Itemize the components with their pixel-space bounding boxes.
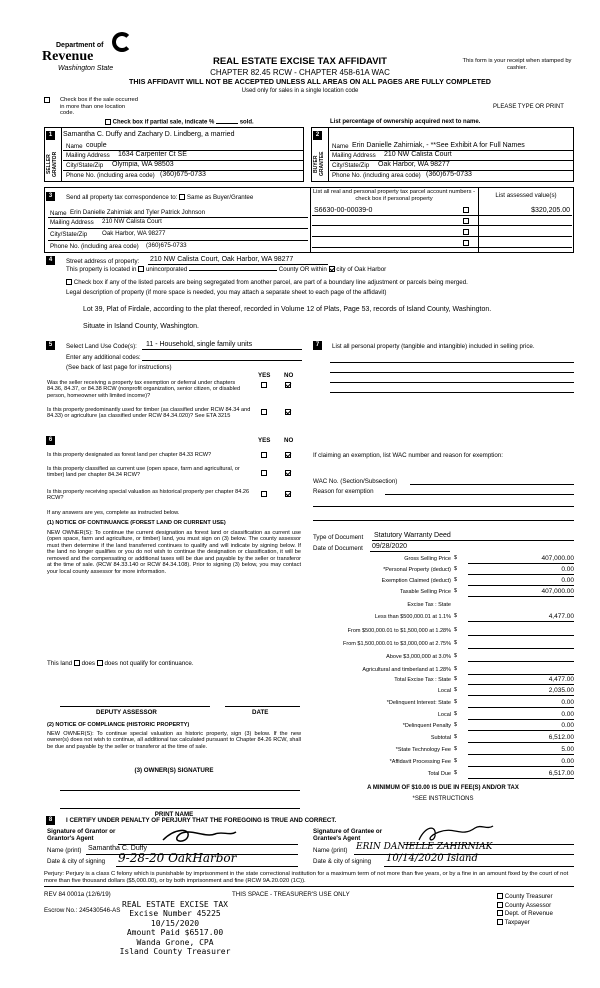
sec6-q3-yes[interactable] [261,491,267,498]
personal-prop-label: List all personal property (tangible and intangible) included in selling price. [332,343,535,350]
parcel-pp-checkbox-1[interactable] [463,207,469,214]
grantee-city-label: City/State/Zip [332,162,370,169]
notice2-title: (2) NOTICE OF COMPLIANCE (HISTORIC PROPERTY) [47,722,190,728]
minimum-due: A MINIMUM OF $10.00 IS DUE IN FEE(S) AND/OR TAX [367,785,519,791]
section-7-num: 7 [313,341,322,350]
send-to-text: Send all property tax correspondence to: [66,194,178,201]
land-use-label: Select Land Use Code(s): [66,343,137,350]
parcel-pp-checkbox-4[interactable] [463,240,469,247]
sec6-q2-no[interactable] [285,470,291,477]
copy-taxpayer: Taxpayer [497,919,553,928]
wac-no-label: WAC No. (Section/Subsection) [313,478,398,485]
sec6-no: NO [284,437,294,444]
sec3-addr-value[interactable]: 210 NW Calista Court [102,218,162,225]
buyer-grantee-side: BUYER GRANTEE [313,151,325,177]
perjury-text: Perjury: Perjury is a class C felony which is punishable by imprisonment in the state correctional institution for a maximum term of not more than five years, or by a fine in an amount fixed by the court of not more than five thousand dollars ($5,000.00), or by both imprisonment and fine (RCW 9A.20.020 (1C)). [44,871,569,884]
copy-revenue: Dept. of Revenue [497,910,553,919]
assessed-value[interactable]: $320,205.00 [531,207,570,214]
section-3-num: 3 [46,192,55,201]
land-use-value[interactable]: 11 - Household, single family units [146,341,253,348]
sec3-phone-value[interactable]: (360)675-0733 [146,242,187,249]
segregated-checkbox[interactable] [66,279,72,285]
grantor-city-label: City/State/Zip [66,162,104,169]
grantee-date-value[interactable]: 10/14/2020 Island [386,853,478,864]
tax-total-due: Total Due $ 6,517.00 [427,770,574,777]
located-row [66,266,386,273]
section-2-num: 2 [313,131,322,140]
print-name: PRINT NAME [154,811,194,818]
sec5-q2-yes[interactable] [261,409,267,416]
form-title: REAL ESTATE EXCISE TAX AFFIDAVIT [212,56,387,67]
sec5-yes: YES [258,372,271,379]
send-to-label [66,194,253,201]
grantor-phone-label: Phone No. (including area code) [66,172,155,179]
grantee-phone-label: Phone No. (including area code) [332,172,421,179]
stamp-line6: Island County Treasurer [119,947,231,957]
grantee-name-value[interactable]: Erin Danielle Zahirniak, - **See Exhibit A for Full Names [352,142,525,149]
notice2-text: NEW OWNER(S): To continue special valuation as historic property, sign (3) below. If the new owner(s) does not wish to continue, all additional tax calculated pursuant to Chapter 84.26 RCW, shall be due and payable by the seller or transferor at the time of sale. [47,731,301,750]
does-not-text: does not qualify for continuance. [104,660,194,667]
located-text: This property is located in [66,266,137,273]
grantee-print-value[interactable]: ERIN DANIELLE ZAHIRNIAK [356,842,493,852]
rev-number: REV 84 0001a (12/6/19) [44,891,111,898]
receipt-note: This form is your receipt when stamped by cashier. [462,58,572,71]
stamp-line1: REAL ESTATE EXCISE TAX [122,900,228,909]
doc-date-value[interactable]: 09/28/2020 [372,543,408,550]
deputy-date: DATE [252,709,269,716]
form-warning: THIS AFFIDAVIT WILL NOT BE ACCEPTED UNLESS ALL AREAS ON ALL PAGES ARE FULLY COMPLETED [129,77,491,86]
form-subtitle: CHAPTER 82.45 RCW - CHAPTER 458-61A WAC [210,68,390,77]
tax-local: Local $ 2,035.00 [437,687,574,694]
sec6-q3: Is this property receiving special valuation as historical property per chapter 84.26 RCW? [47,489,250,502]
sec5-q1-yes[interactable] [261,382,267,389]
tax-t5: Agricultural and timberland at 1.28% $ [312,666,574,676]
tax-personal: *Personal Property (deduct) $ 0.00 [383,566,574,573]
grantee-phone-value[interactable]: (360)675-0733 [426,171,472,178]
section-6-num: 6 [46,436,55,445]
tax-exemption: Exemption Claimed (deduct) $ 0.00 [381,577,574,584]
sec6-q1: Is this property designated as forest land per chapter 84.33 RCW? [47,452,212,458]
unincorporated-text: unincorporated [145,266,188,273]
stamp-line5: Wanda Grone, CPA [136,937,214,947]
form-note: Used only for sales in a single location code [241,88,359,94]
segregated-text: Check box if any of the listed parcels are being segregated from another parcel, are part of a boundary line adjustment or parcels being merged. [73,279,468,286]
section-5-num: 5 [46,341,55,350]
grantor-signature-scribble [160,826,240,846]
tax-delinq-local: Local $ 0.00 [437,711,574,718]
see-back: (See back of last page for instructions) [66,364,172,371]
tax-taxable: Taxable Selling Price $ 407,000.00 [399,588,574,595]
sec5-q2: Is this property predominantly used for timber (as classified under RCW 84.34 and 84.33) or agriculture (as classified under RCW 84.34.020)? See ETA 3215 [47,407,251,420]
does-not-checkbox[interactable] [97,660,103,666]
does-text: does [81,660,95,667]
parcel-pp-checkbox-3[interactable] [463,229,469,236]
grantor-addr-label: Mailing Address [66,152,110,159]
tax-subtotal: Subtotal $ 6,512.00 [430,734,574,741]
notice1-text: NEW OWNER(S): To continue the current designation as forest land or classification as current use (open space, farm and agriculture, or timber) land, you must sign on (3) below. The county assessor must then determine if the land transferred continues to qualify and will indicate by signing below. If the land no longer qualifies or you do not wish to continue the designation or classification, it will be removed and the compensating or additional taxes will be due and payable by the seller or transferor at the time of sale. (RCW 84.33.140 or RCW 84.34.108). Prior to signing (3) below, you may contact your local county assessor for more information. [47,530,301,575]
sec3-phone-label: Phone No. (including area code) [50,243,139,250]
tax-total-state: Total Excise Tax : State $ 4,477.00 [394,676,574,683]
sec6-q1-no[interactable] [285,452,291,459]
wac-claim-label: If claiming an exemption, list WAC number and reason for exemption: [313,452,503,459]
partial-sale-row [105,119,254,126]
tax-t4: Above $3,000,000 at 3.0% $ [312,653,574,663]
dept-line1: Department of [56,42,104,49]
ownership-pct: List percentage of ownership acquired next to name. [330,119,481,125]
grantor-phone-value[interactable]: (360)675-0733 [160,171,206,178]
tax-t1: Less than $500,000.01 at 1.1% $ 4,477.00 [374,613,574,620]
copy-treasurer: County Treasurer [497,893,553,902]
multi-location-checkbox[interactable] [44,97,50,104]
if-yes: If any answers are yes, complete as instructed below. [47,510,180,516]
city-checkbox[interactable] [329,266,335,272]
doc-type-value[interactable]: Statutory Warranty Deed [374,532,451,539]
see-instructions: *SEE INSTRUCTIONS [412,796,474,802]
notice1-title: (1) NOTICE OF CONTINUANCE (FOREST LAND OR CURRENT USE) [47,520,226,526]
legal-desc-1: Lot 39, Plat of Firdale, according to the plat thereof, recorded in Volume 12 of Plats, Page 53, records of Island County, Washington. [83,306,492,313]
sec6-q1-yes[interactable] [261,452,267,459]
grantee-name-label: Name [332,143,349,150]
reason-label: Reason for exemption [313,488,374,495]
grantee-sig-label: Signature of Grantee or Grantee's Agent [313,828,383,843]
sec6-q3-no[interactable] [285,491,291,498]
county-or-text: County OR within [278,266,327,273]
partial-sale-checkbox[interactable] [105,119,111,125]
partial-sale-sold: sold. [239,119,254,126]
grantor-name-label: Name [66,143,83,150]
seller-grantor-side: SELLER GRANTOR [46,151,58,177]
grantor-date-value[interactable]: 9-28-20 OakHarbor [118,851,237,865]
same-as-checkbox[interactable] [179,194,185,200]
grantor-name-value[interactable]: Samantha C. Duffy and Zachary D. Lindberg, a married [63,131,235,138]
stamp-line2: Excise Number 45225 [129,909,221,919]
street-value[interactable]: 210 NW Calista Court, Oak Harbor, WA 98277 [150,256,294,263]
dor-logo [34,32,134,74]
sec5-q1-no[interactable] [285,382,291,389]
copy-assessor: County Assessor [497,902,553,911]
section-4-num: 4 [46,256,55,265]
sec6-yes: YES [258,437,271,444]
multi-location-label: Check box if the sale occurred in more than one location code. [60,97,138,117]
tax-excise-state-hdr: Excise Tax : State [407,602,451,608]
stamp-line4: Amount Paid $6517.00 [126,928,224,938]
grantee-city-value[interactable]: Oak Harbor, WA 98277 [378,161,450,168]
treasurer-use: THIS SPACE - TREASURER'S USE ONLY [232,891,350,898]
additional-codes-label: Enter any additional codes: [66,354,141,361]
does-checkbox[interactable] [74,660,80,666]
tax-tech-fee: *State Technology Fee $ 5.00 [395,746,574,753]
doc-date-label: Date of Document [313,545,363,552]
doc-type-label: Type of Document [313,534,364,541]
section-1-num: 1 [46,131,55,140]
certify-text: I CERTIFY UNDER PENALTY OF PERJURY THAT THE FOREGOING IS TRUE AND CORRECT. [66,817,337,824]
escrow-number: Escrow No.: 245430546-AS [44,907,121,914]
sec6-q2-yes[interactable] [261,470,267,477]
parcel-pp-checkbox-2[interactable] [463,218,469,225]
tax-gross: Gross Selling Price $ 407,000.00 [404,555,574,562]
legal-label: Legal description of property (if more space is needed, you may attach a separate sheet to each page of the affidavit) [66,289,387,296]
grantee-date-label: Date & city of signing [313,858,372,865]
sec3-city-label: City/State/Zip [50,231,88,238]
tax-affidavit-fee: *Affidavit Processing Fee $ 0.00 [389,758,574,765]
grantor-addr-value[interactable]: 1634 Carpenter Ct SE [118,151,187,158]
tax-t3: From $1,500,000.01 to $3,000,000 at 2.75% $ [312,640,574,650]
grantor-sig-label: Signature of Grantor or Grantor's Agent [47,828,116,843]
city-of-text: city of Oak Harbor [336,266,387,273]
sec3-name-value[interactable]: Erin Danielle Zahirniak and Tyler Patrick Johnson [70,209,206,216]
copy-list [497,893,553,927]
sec5-no: NO [284,372,294,379]
grantee-print-label: Name (print) [313,847,348,854]
grantee-addr-label: Mailing Address [332,152,376,159]
deputy-assessor: DEPUTY ASSESSOR [96,709,157,716]
unincorporated-checkbox[interactable] [138,266,144,272]
tax-t2: From $500,000.01 to $1,500,000 at 1.28% $ [312,627,574,637]
sec5-q1: Was the seller receiving a property tax exemption or deferral under chapters 84.36, 84.37, or 84.38 RCW (nonprofit organization, senior citizen, or disabled person, homeowner with limited income)? [47,380,241,399]
same-as-text: Same as Buyer/Grantee [186,194,254,201]
grantor-city-value[interactable]: Olympia, WA 98503 [112,161,174,168]
this-land-row [47,660,194,667]
grantor-date-label: Date & city of signing [47,858,106,865]
grantee-addr-value[interactable]: 210 NW Calista Court [384,151,452,158]
sec6-q2: Is this property classified as current use (open space, farm and agricultural, or timber) land per chapter 84.34 RCW? [47,466,240,479]
segregated-row [66,279,576,286]
parcel-header: List all real and personal property tax parcel account numbers - check box if personal property [312,189,476,202]
sec3-addr-label: Mailing Address [50,219,94,226]
partial-sale-label: Check box if partial sale, indicate % [112,119,215,126]
owner-signature: (3) OWNER(S) SIGNATURE [134,767,214,774]
dept-line2: Revenue [42,49,94,64]
grantor-name-cont[interactable]: couple [86,142,107,149]
sec5-q2-no[interactable] [285,409,291,416]
grantor-print-label: Name (print) [47,847,82,854]
tax-delinq-penalty: *Delinquent Penalty $ 0.00 [402,722,574,729]
parcel-number[interactable]: S6630-00-00039-0 [314,207,373,214]
please-type: PLEASE TYPE OR PRINT [493,104,564,110]
stamp-line3: 10/15/2020 [150,918,200,928]
sec3-name-label: Name [50,210,67,217]
tax-delinq-state: *Delinquent Interest: State $ 0.00 [386,699,574,706]
assessed-header: List assessed value(s) [495,192,557,199]
dor-logo-mark-icon [112,32,132,52]
sec3-city-value[interactable]: Oak Harbor, WA 98277 [102,230,166,237]
treasurer-stamp [100,900,250,956]
grantor-print-value[interactable]: Samantha C. Duffy [88,845,148,852]
legal-desc-2: Situate in Island County, Washington. [83,323,199,330]
street-label: Street address of property: [66,258,140,265]
dept-line3: Washington State [58,65,114,72]
section-8-num: 8 [46,816,55,825]
this-land-text: This land [47,660,73,667]
